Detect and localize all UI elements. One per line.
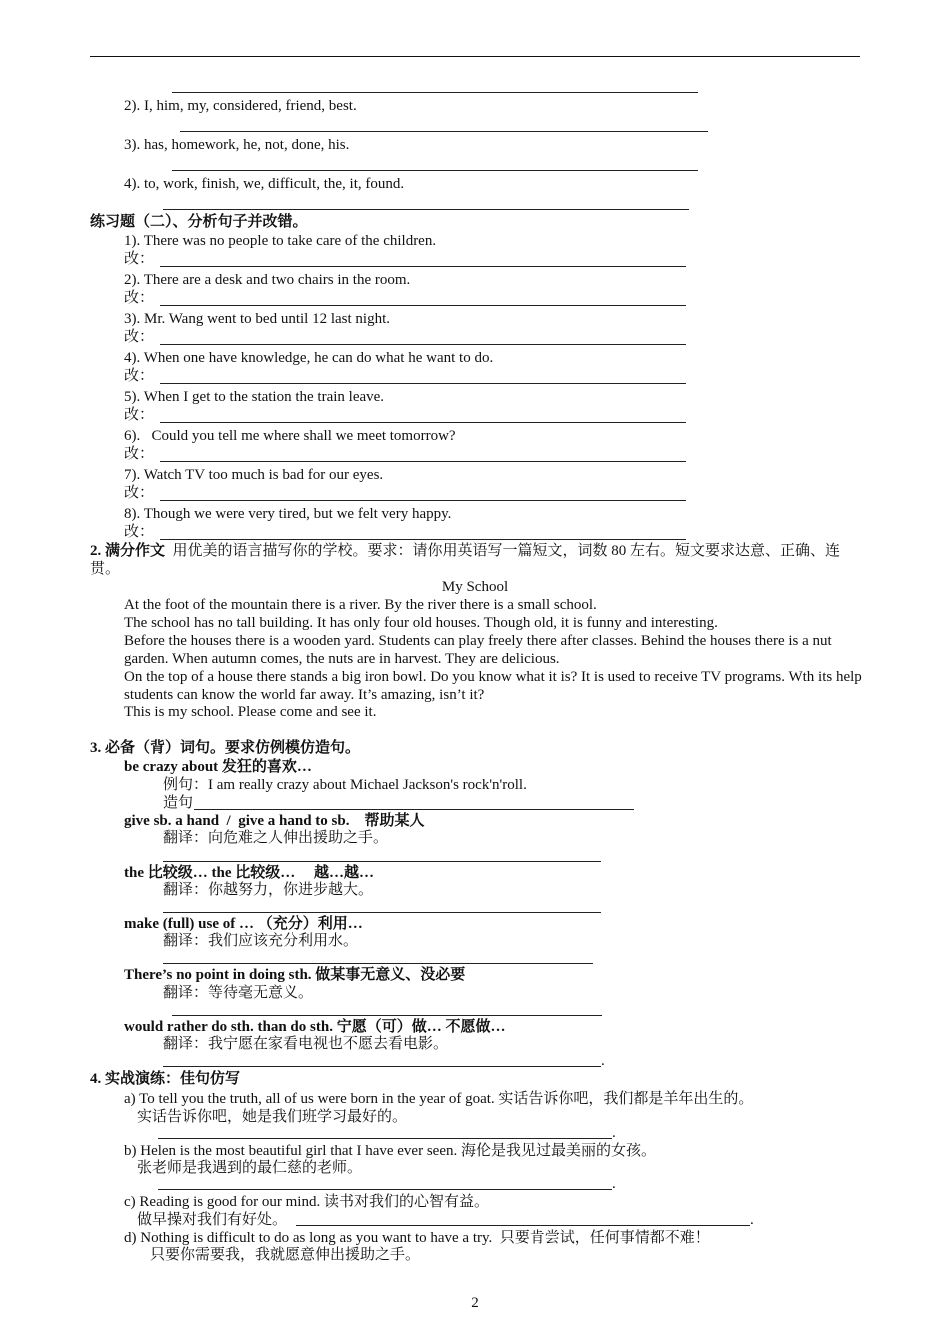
correction-label: 改： xyxy=(124,329,155,345)
correction-line xyxy=(160,539,686,540)
answer-line xyxy=(172,170,698,171)
answer-line xyxy=(163,1066,601,1067)
phrase: would rather do sth. than do sth. 宁愿（可）做… 不愿做… xyxy=(124,1019,506,1035)
correction-label: 改： xyxy=(124,407,155,423)
essay-paragraph: The school has no tall building. It has only four old houses. Though old, it is funny and interesting. xyxy=(124,615,718,631)
make-sentence-label: 造句 xyxy=(163,795,194,811)
answer-line xyxy=(158,1189,612,1190)
correction-line xyxy=(160,266,686,267)
ex2-item: 4). When one have knowledge, he can do what he want to do. xyxy=(124,350,494,366)
phrase: be crazy about 发狂的喜欢… xyxy=(124,759,312,775)
correction-line xyxy=(160,305,686,306)
section2-instruction: 用优美的语言描写你的学校。要求：请你用英语写一篇短文，词数 80 左右。短文要求达意、正确、连贯。 xyxy=(90,543,841,577)
answer-line xyxy=(194,809,634,810)
end-period: . xyxy=(601,1053,605,1069)
ex2-item: 1). There was no people to take care of the children. xyxy=(124,233,437,249)
correction-label: 改： xyxy=(124,290,155,306)
imitation-prompt: 只要你需要我，我就愿意伸出援助之手。 xyxy=(150,1247,421,1263)
answer-line xyxy=(172,92,698,93)
imitation-prompt: 张老师是我遇到的最仁慈的老师。 xyxy=(137,1160,363,1176)
correction-line xyxy=(160,461,686,462)
answer-line xyxy=(163,963,593,964)
section3-heading: 3. 必备（背）词句。要求仿例模仿造句。 xyxy=(90,740,361,756)
correction-line xyxy=(160,383,686,384)
translation-prompt: 翻译：我们应该充分利用水。 xyxy=(163,933,359,949)
phrase: There’s no point in doing sth. 做某事无意义、没必要 xyxy=(124,967,466,983)
page-number: 2 xyxy=(471,1295,479,1311)
ex2-item: 3). Mr. Wang went to bed until 12 last night. xyxy=(124,311,390,327)
ex1-item-4: 4). to, work, finish, we, difficult, the, it, found. xyxy=(124,176,405,192)
correction-label: 改： xyxy=(124,368,155,384)
phrase: give sb. a hand / give a hand to sb. 帮助某人 xyxy=(124,813,425,829)
end-period: . xyxy=(612,1125,616,1141)
essay-paragraph: This is my school. Please come and see it. xyxy=(124,704,377,720)
correction-line xyxy=(160,500,686,501)
translation-prompt: 翻译：等待毫无意义。 xyxy=(163,985,314,1001)
answer-line xyxy=(163,912,601,913)
model-sentence: b) Helen is the most beautiful girl that I have ever seen. 海伦是我见过最美丽的女孩。 xyxy=(124,1143,656,1159)
essay-paragraph: Before the houses there is a wooden yard. Students can play freely there after classes. Behind the houses there is a nut garden. When autumn comes, the nuts are in harvest. They are delicious. xyxy=(124,633,832,667)
phrase: the 比较级… the 比较级… 越…越… xyxy=(124,865,374,881)
ex2-item: 5). When I get to the station the train leave. xyxy=(124,389,385,405)
answer-line xyxy=(163,209,689,210)
end-period: . xyxy=(612,1176,616,1192)
correction-label: 改： xyxy=(124,251,155,267)
essay-paragraph: On the top of a house there stands a big iron bowl. Do you know what it is? It is used to receive TV programs. Wth its help students can know the world far away. It’s amazing, isn’t it? xyxy=(124,669,862,703)
translation-prompt: 翻译：我宁愿在家看电视也不愿去看电影。 xyxy=(163,1036,449,1052)
section2-heading: 2. 满分作文 xyxy=(90,543,166,559)
correction-label: 改： xyxy=(124,485,155,501)
imitation-prompt: 实话告诉你吧，她是我们班学习最好的。 xyxy=(137,1109,408,1125)
imitation-prompt: 做早操对我们有好处。 xyxy=(137,1212,288,1228)
essay-paragraph: At the foot of the mountain there is a river. By the river there is a small school. xyxy=(124,597,597,613)
correction-label: 改： xyxy=(124,446,155,462)
ex2-item: 6). Could you tell me where shall we meet tomorrow? xyxy=(124,428,456,444)
header-rule xyxy=(90,56,860,57)
end-period: . xyxy=(750,1212,754,1228)
correction-label: 改： xyxy=(124,524,155,540)
essay-title: My School xyxy=(441,579,509,595)
ex1-item-3: 3). has, homework, he, not, done, his. xyxy=(124,137,350,153)
correction-line xyxy=(160,344,686,345)
ex1-item-2: 2). I, him, my, considered, friend, best. xyxy=(124,98,357,114)
section4-heading: 4. 实战演练：佳句仿写 xyxy=(90,1071,241,1087)
ex2-item: 7). Watch TV too much is bad for our eyes. xyxy=(124,467,384,483)
answer-line xyxy=(172,1015,602,1016)
answer-line xyxy=(163,861,601,862)
model-sentence: d) Nothing is difficult to do as long as you want to have a try. 只要肯尝试，任何事情都不难！ xyxy=(124,1230,710,1246)
section2-instructions xyxy=(90,542,862,578)
example-sentence: 例句：I am really crazy about Michael Jackson's rock'n'roll. xyxy=(163,777,527,793)
translation-prompt: 翻译：向危难之人伸出援助之手。 xyxy=(163,830,389,846)
ex2-heading: 练习题（二）、分析句子并改错。 xyxy=(90,214,308,230)
model-sentence: c) Reading is good for our mind. 读书对我们的心智有益。 xyxy=(124,1194,489,1210)
translation-prompt: 翻译：你越努力，你进步越大。 xyxy=(163,882,374,898)
answer-line xyxy=(296,1225,750,1226)
ex2-item: 2). There are a desk and two chairs in the room. xyxy=(124,272,411,288)
answer-line xyxy=(158,1138,612,1139)
phrase: make (full) use of … （充分）利用… xyxy=(124,916,363,932)
ex2-item: 8). Though we were very tired, but we felt very happy. xyxy=(124,506,452,522)
answer-line xyxy=(180,131,708,132)
model-sentence: a) To tell you the truth, all of us were born in the year of goat. 实话告诉你吧，我们都是羊年出生的。 xyxy=(124,1091,754,1107)
correction-line xyxy=(160,422,686,423)
